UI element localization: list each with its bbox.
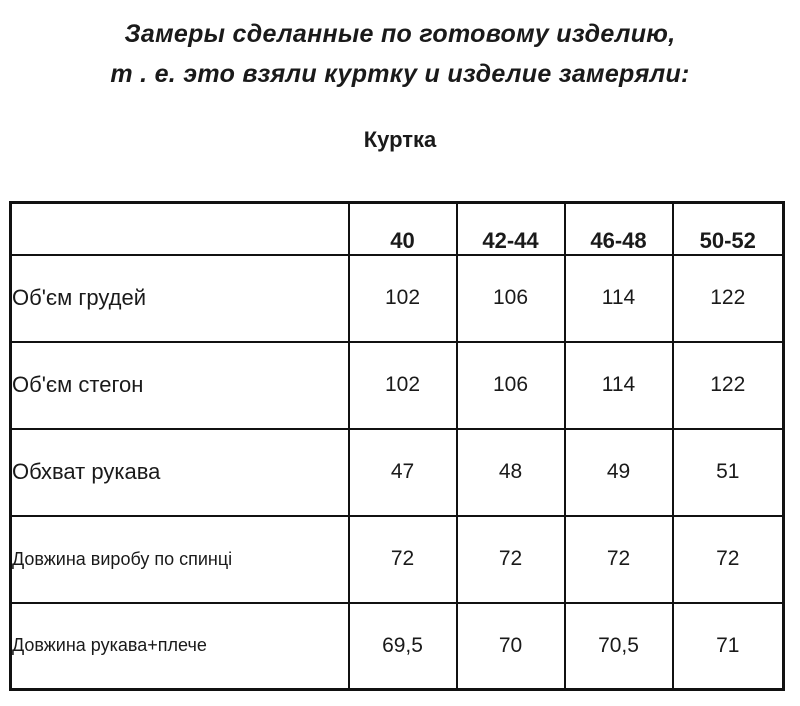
- table-cell: 102: [349, 255, 457, 342]
- table-row: [11, 429, 784, 516]
- row-label-chest: Об'єм грудей: [11, 255, 349, 342]
- table-row: [11, 516, 784, 603]
- table-row: [11, 603, 784, 690]
- table-cell: 102: [349, 342, 457, 429]
- table-cell: 122: [673, 255, 784, 342]
- table-cell: 47: [349, 429, 457, 516]
- size-header-46-48: 46-48: [565, 203, 673, 255]
- table-cell: 70,5: [565, 603, 673, 690]
- table-header-row: [11, 203, 784, 255]
- table-cell: 114: [565, 342, 673, 429]
- table-cell: 122: [673, 342, 784, 429]
- table-cell: 51: [673, 429, 784, 516]
- header-blank-cell: [11, 203, 349, 255]
- table-cell: 106: [457, 342, 565, 429]
- row-label-sleeve-girth: Обхват рукава: [11, 429, 349, 516]
- size-chart-table: [9, 201, 785, 691]
- size-header-40: 40: [349, 203, 457, 255]
- table-cell: 114: [565, 255, 673, 342]
- row-label-hips: Об'єм стегон: [11, 342, 349, 429]
- table-cell: 72: [673, 516, 784, 603]
- size-header-42-44: 42-44: [457, 203, 565, 255]
- table-cell: 48: [457, 429, 565, 516]
- table-row: [11, 342, 784, 429]
- table-cell: 72: [349, 516, 457, 603]
- row-label-sleeve-shoulder-length: Довжина рукава+плече: [11, 603, 349, 690]
- size-header-50-52: 50-52: [673, 203, 784, 255]
- table-cell: 72: [457, 516, 565, 603]
- table-cell: 69,5: [349, 603, 457, 690]
- heading-line-2: т . е. это взяли куртку и изделие замеряли:: [110, 60, 690, 88]
- table-cell: 49: [565, 429, 673, 516]
- product-title: Куртка: [363, 127, 437, 152]
- row-label-back-length: Довжина виробу по спинці: [11, 516, 349, 603]
- table-cell: 72: [565, 516, 673, 603]
- table-row: [11, 255, 784, 342]
- heading-line-1: Замеры сделанные по готовому изделию,: [124, 20, 676, 48]
- table-cell: 71: [673, 603, 784, 690]
- table-cell: 70: [457, 603, 565, 690]
- table-cell: 106: [457, 255, 565, 342]
